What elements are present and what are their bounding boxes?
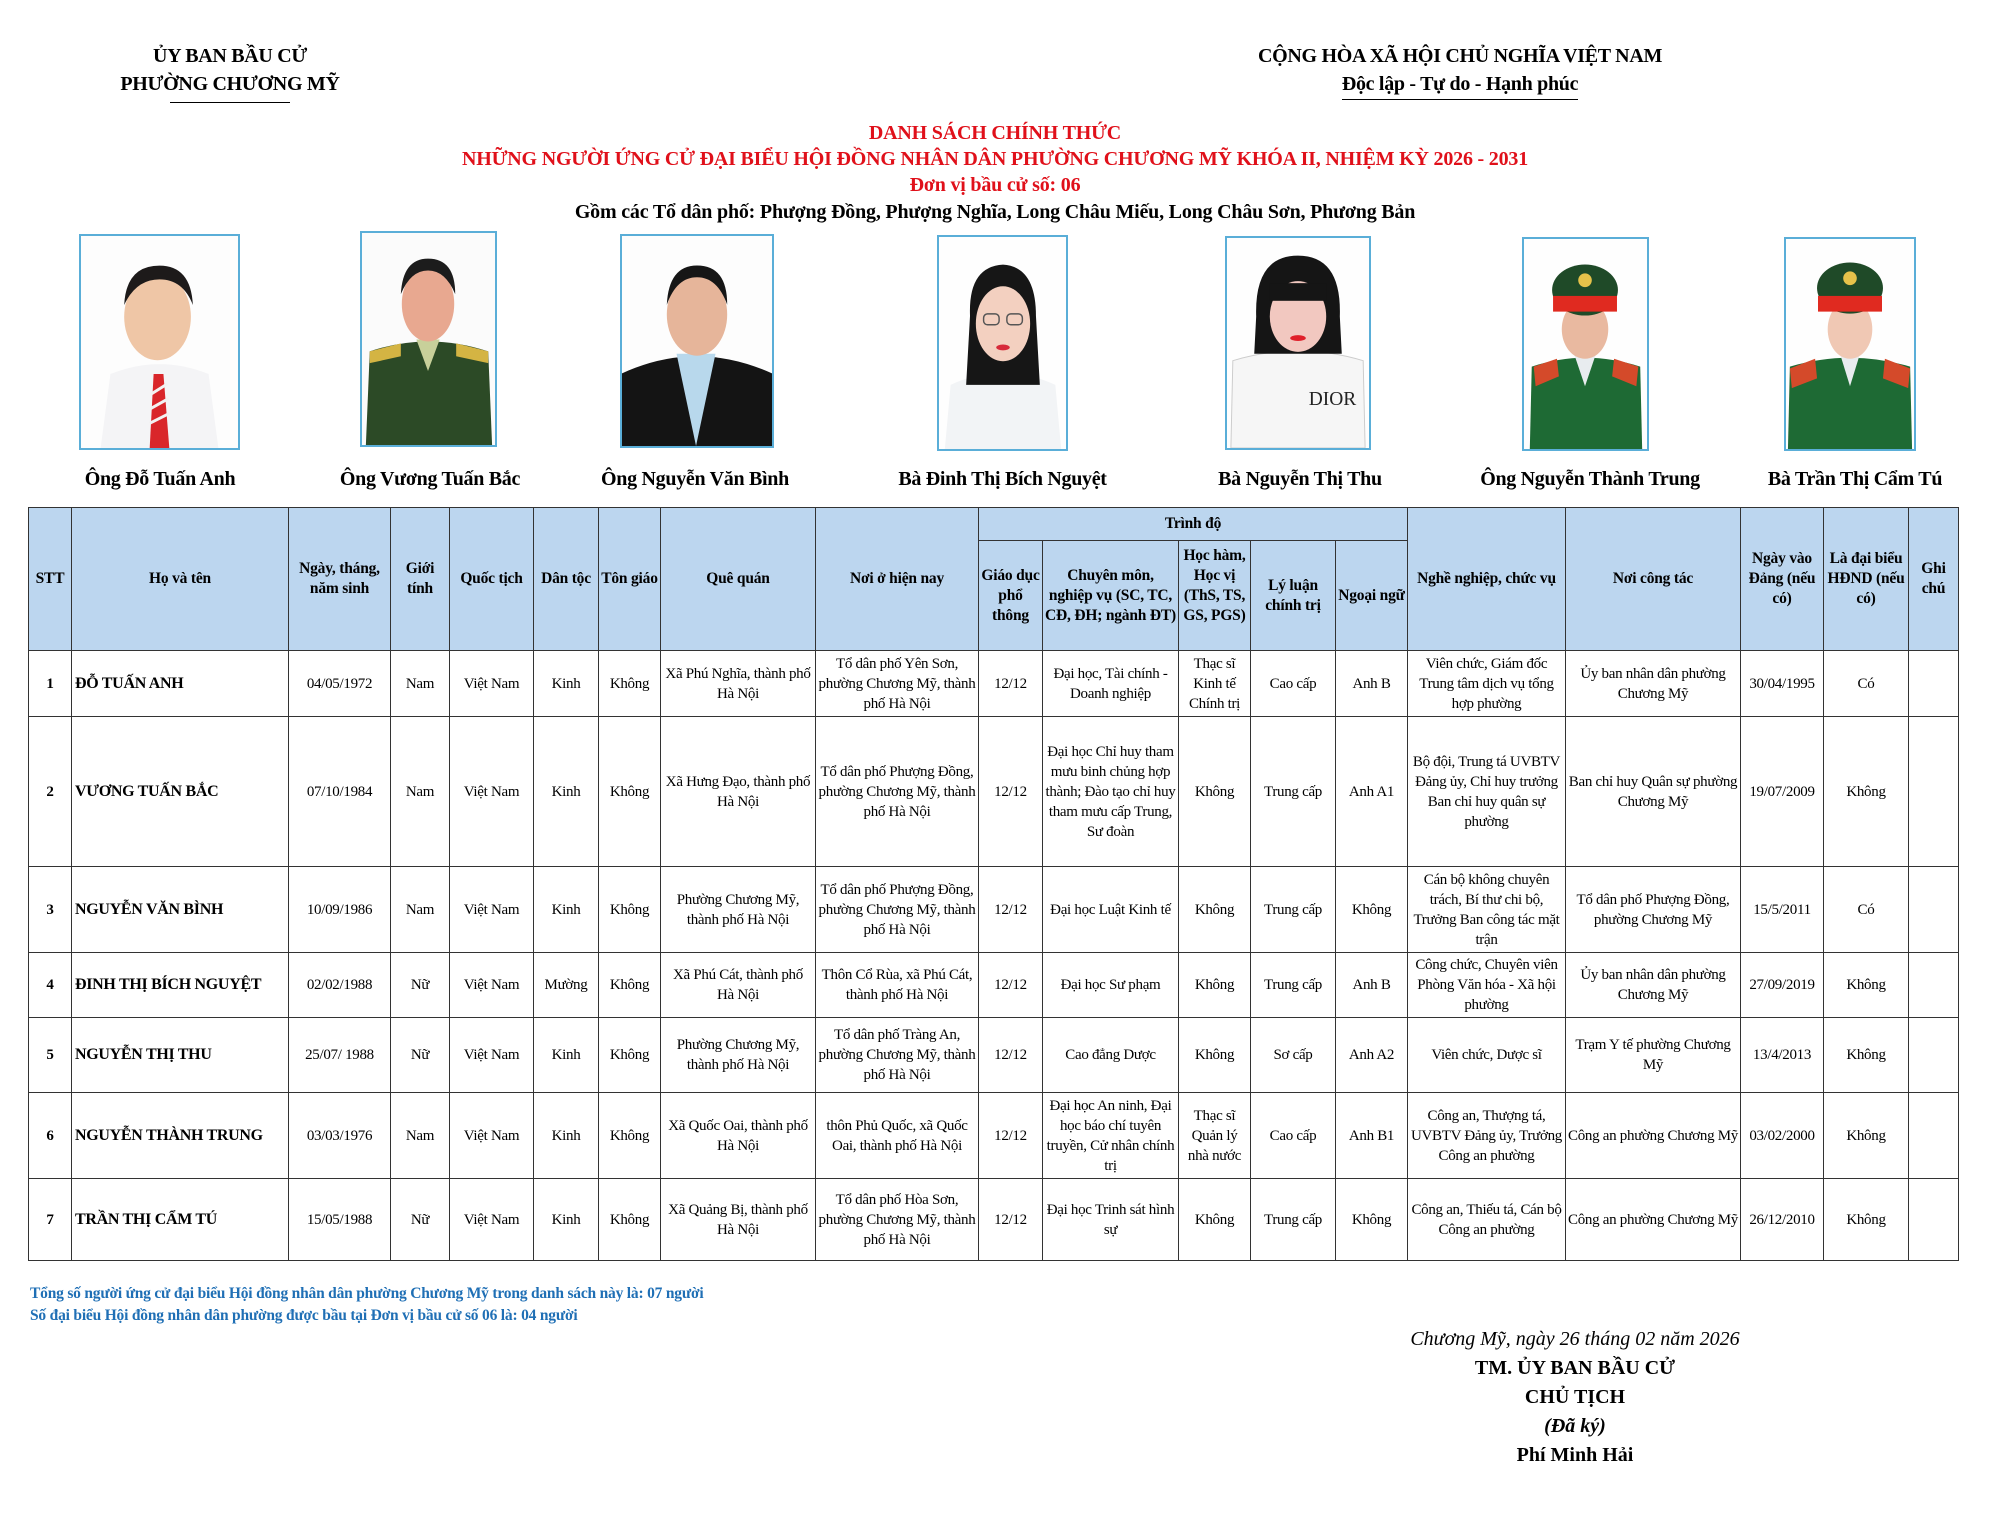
candidate-photo-5	[1225, 236, 1371, 450]
cell-occupation: Viên chức, Giám đốc Trung tâm dịch vụ tổng hợp phường	[1408, 651, 1566, 717]
cell-religion: Không	[599, 867, 661, 953]
cell-religion: Không	[599, 1093, 661, 1179]
cell-general-education: 12/12	[979, 717, 1043, 867]
cell-council-member: Không	[1824, 953, 1909, 1018]
cell-specialty: Đại học Luật Kinh tế	[1043, 867, 1179, 953]
cell-foreign-language: Anh B	[1336, 651, 1408, 717]
cell-notes	[1909, 717, 1959, 867]
cell-specialty: Đại học An ninh, Đại học báo chí tuyên truyền, Cử nhân chính trị	[1043, 1093, 1179, 1179]
candidate-caption-6: Ông Nguyễn Thành Trung	[1480, 468, 1700, 490]
col-header-notes: Ghi chú	[1909, 508, 1959, 651]
signature-on-behalf: TM. ỦY BAN BẦU CỬ	[1474, 1357, 1676, 1379]
cell-council-member: Có	[1824, 651, 1909, 717]
cell-residence: Tổ dân phố Yên Sơn, phường Chương Mỹ, thành phố Hà Nội	[816, 651, 979, 717]
candidate-photo-1	[79, 234, 240, 450]
cell-specialty: Cao đẳng Dược	[1043, 1018, 1179, 1093]
cell-ethnicity: Kinh	[534, 1018, 599, 1093]
cell-foreign-language: Anh A1	[1336, 717, 1408, 867]
cell-dob: 02/02/1988	[289, 953, 391, 1018]
cell-ethnicity: Kinh	[534, 717, 599, 867]
cell-dob: 07/10/1984	[289, 717, 391, 867]
cell-council-member: Không	[1824, 1018, 1909, 1093]
col-header-workplace: Nơi công tác	[1566, 508, 1741, 651]
cell-stt: 2	[29, 717, 72, 867]
col-header-hometown: Quê quán	[661, 508, 816, 651]
cell-nationality: Việt Nam	[450, 867, 534, 953]
cell-academic-degree: Thạc sĩ Quản lý nhà nước	[1179, 1093, 1251, 1179]
cell-general-education: 12/12	[979, 867, 1043, 953]
cell-nationality: Việt Nam	[450, 1093, 534, 1179]
cell-hometown: Xã Phú Cát, thành phố Hà Nội	[661, 953, 816, 1018]
table-row	[29, 1018, 1959, 1093]
cell-workplace: Ủy ban nhân dân phường Chương Mỹ	[1566, 651, 1741, 717]
cell-party-date: 13/4/2013	[1741, 1018, 1824, 1093]
cell-stt: 1	[29, 651, 72, 717]
cell-nationality: Việt Nam	[450, 953, 534, 1018]
cell-hometown: Xã Phú Nghĩa, thành phố Hà Nội	[661, 651, 816, 717]
cell-general-education: 12/12	[979, 953, 1043, 1018]
col-header-gender: Giới tính	[391, 508, 450, 651]
cell-workplace: Ủy ban nhân dân phường Chương Mỹ	[1566, 953, 1741, 1018]
cell-religion: Không	[599, 1179, 661, 1261]
cell-academic-degree: Không	[1179, 867, 1251, 953]
cell-council-member: Không	[1824, 717, 1909, 867]
col-header-name: Họ và tên	[72, 508, 289, 651]
candidate-photo-3	[620, 234, 774, 448]
title-line-1: DANH SÁCH CHÍNH THỨC	[868, 122, 1122, 144]
cell-residence: Tổ dân phố Phượng Đồng, phường Chương Mỹ, thành phố Hà Nội	[816, 717, 979, 867]
cell-ethnicity: Kinh	[534, 651, 599, 717]
cell-workplace: Ban chỉ huy Quân sự phường Chương Mỹ	[1566, 717, 1741, 867]
cell-foreign-language: Không	[1336, 1179, 1408, 1261]
cell-residence: Tổ dân phố Phượng Đồng, phường Chương Mỹ, thành phố Hà Nội	[816, 867, 979, 953]
national-title: CỘNG HÒA XÃ HỘI CHỦ NGHĨA VIỆT NAM	[1257, 45, 1663, 67]
cell-stt: 7	[29, 1179, 72, 1261]
col-header-general-education: Giáo dục phổ thông	[979, 541, 1043, 651]
signature-block	[1350, 1325, 1800, 1470]
cell-occupation: Công an, Thượng tá, UVBTV Đảng ủy, Trưởng Công an phường	[1408, 1093, 1566, 1179]
candidate-photo-4	[937, 235, 1068, 451]
cell-council-member: Không	[1824, 1093, 1909, 1179]
cell-dob: 15/05/1988	[289, 1179, 391, 1261]
cell-foreign-language: Anh B1	[1336, 1093, 1408, 1179]
cell-ethnicity: Kinh	[534, 1179, 599, 1261]
candidate-caption-5: Bà Nguyễn Thị Thu	[1218, 468, 1382, 490]
cell-gender: Nam	[391, 1093, 450, 1179]
cell-academic-degree: Không	[1179, 1018, 1251, 1093]
cell-ethnicity: Kinh	[534, 1093, 599, 1179]
cell-name: TRẦN THỊ CẨM TÚ	[72, 1179, 289, 1261]
cell-gender: Nam	[391, 717, 450, 867]
cell-notes	[1909, 953, 1959, 1018]
cell-occupation: Công chức, Chuyên viên Phòng Văn hóa - Xã hội phường	[1408, 953, 1566, 1018]
table-row	[29, 953, 1959, 1018]
cell-nationality: Việt Nam	[450, 717, 534, 867]
cell-name: NGUYỄN THÀNH TRUNG	[72, 1093, 289, 1179]
cell-council-member: Không	[1824, 1179, 1909, 1261]
cell-notes	[1909, 1018, 1959, 1093]
cell-political-theory: Cao cấp	[1251, 1093, 1336, 1179]
col-header-education-group: Trình độ	[979, 508, 1408, 541]
signature-place-date: Chương Mỹ, ngày 26 tháng 02 năm 2026	[1410, 1328, 1740, 1350]
cell-ethnicity: Kinh	[534, 867, 599, 953]
cell-name: VƯƠNG TUẤN BẮC	[72, 717, 289, 867]
signature-title: CHỦ TỊCH	[1524, 1386, 1626, 1408]
cell-political-theory: Trung cấp	[1251, 867, 1336, 953]
cell-specialty: Đại học, Tài chính - Doanh nghiệp	[1043, 651, 1179, 717]
national-header	[1180, 42, 1740, 100]
cell-notes	[1909, 651, 1959, 717]
cell-residence: thôn Phủ Quốc, xã Quốc Oai, thành phố Hà Nội	[816, 1093, 979, 1179]
cell-specialty: Đại học Chỉ huy tham mưu binh chủng hợp thành; Đào tạo chỉ huy tham mưu cấp Trung, Sư đoàn	[1043, 717, 1179, 867]
cell-foreign-language: Anh B	[1336, 953, 1408, 1018]
cell-political-theory: Trung cấp	[1251, 953, 1336, 1018]
col-header-residence: Nơi ở hiện nay	[816, 508, 979, 651]
issuer-line-1: ỦY BAN BẦU CỬ	[152, 45, 308, 67]
cell-hometown: Phường Chương Mỹ, thành phố Hà Nội	[661, 867, 816, 953]
cell-political-theory: Trung cấp	[1251, 717, 1336, 867]
cell-hometown: Xã Hưng Đạo, thành phố Hà Nội	[661, 717, 816, 867]
cell-general-education: 12/12	[979, 1018, 1043, 1093]
cell-stt: 3	[29, 867, 72, 953]
summary-seats: Số đại biểu Hội đồng nhân dân phường được bầu tại Đơn vị bầu cử số 06 là: 04 người	[30, 1307, 578, 1324]
cell-gender: Nam	[391, 651, 450, 717]
cell-gender: Nữ	[391, 1179, 450, 1261]
cell-general-education: 12/12	[979, 1179, 1043, 1261]
cell-academic-degree: Không	[1179, 1179, 1251, 1261]
col-header-stt: STT	[29, 508, 72, 651]
summary-notes	[30, 1283, 703, 1327]
title-line-4: Gồm các Tổ dân phố: Phượng Đồng, Phượng Nghĩa, Long Châu Miếu, Long Châu Sơn, Phương Bản	[574, 201, 1416, 223]
cell-religion: Không	[599, 717, 661, 867]
candidates-table	[28, 507, 1959, 1261]
cell-stt: 6	[29, 1093, 72, 1179]
title-line-3: Đơn vị bầu cử số: 06	[909, 174, 1081, 196]
cell-workplace: Tổ dân phố Phượng Đồng, phường Chương Mỹ	[1566, 867, 1741, 953]
cell-foreign-language: Không	[1336, 867, 1408, 953]
cell-workplace: Công an phường Chương Mỹ	[1566, 1179, 1741, 1261]
candidate-photo-7	[1784, 237, 1916, 451]
cell-name: NGUYỄN VĂN BÌNH	[72, 867, 289, 953]
table-row	[29, 1093, 1959, 1179]
cell-dob: 04/05/1972	[289, 651, 391, 717]
cell-occupation: Công an, Thiếu tá, Cán bộ Công an phường	[1408, 1179, 1566, 1261]
cell-name: ĐỖ TUẤN ANH	[72, 651, 289, 717]
cell-hometown: Xã Quốc Oai, thành phố Hà Nội	[661, 1093, 816, 1179]
table-row	[29, 651, 1959, 717]
cell-dob: 25/07/ 1988	[289, 1018, 391, 1093]
cell-gender: Nữ	[391, 953, 450, 1018]
table-row	[29, 1179, 1959, 1261]
col-header-foreign-language: Ngoại ngữ	[1336, 541, 1408, 651]
cell-notes	[1909, 867, 1959, 953]
candidate-photo-6	[1522, 237, 1649, 451]
cell-nationality: Việt Nam	[450, 1179, 534, 1261]
signatory-name: Phí Minh Hải	[1516, 1444, 1634, 1466]
col-header-specialty: Chuyên môn, nghiệp vụ (SC, TC, CĐ, ĐH; ngành ĐT)	[1043, 541, 1179, 651]
summary-total-candidates: Tổng số người ứng cử đại biểu Hội đồng nhân dân phường Chương Mỹ trong danh sách này là: 07 người	[30, 1285, 704, 1302]
cell-council-member: Có	[1824, 867, 1909, 953]
cell-general-education: 12/12	[979, 651, 1043, 717]
cell-occupation: Viên chức, Dược sĩ	[1408, 1018, 1566, 1093]
cell-workplace: Công an phường Chương Mỹ	[1566, 1093, 1741, 1179]
cell-party-date: 27/09/2019	[1741, 953, 1824, 1018]
cell-gender: Nữ	[391, 1018, 450, 1093]
candidate-caption-4: Bà Đinh Thị Bích Nguyệt	[898, 468, 1107, 490]
col-header-council-member: Là đại biểu HĐND (nếu có)	[1824, 508, 1909, 651]
candidate-caption-1: Ông Đỗ Tuấn Anh	[84, 468, 236, 490]
cell-party-date: 19/07/2009	[1741, 717, 1824, 867]
title-line-2: NHỮNG NGƯỜI ỨNG CỬ ĐẠI BIỂU HỘI ĐỒNG NHÂN DÂN PHƯỜNG CHƯƠNG MỸ KHÓA II, NHIỆM KỲ 2026 - 2031	[461, 148, 1529, 170]
col-header-nationality: Quốc tịch	[450, 508, 534, 651]
cell-religion: Không	[599, 953, 661, 1018]
issuer-underline	[170, 102, 290, 103]
cell-name: ĐINH THỊ BÍCH NGUYỆT	[72, 953, 289, 1018]
col-header-dob: Ngày, tháng, năm sinh	[289, 508, 391, 651]
signature-signed-note: (Đã ký)	[1544, 1415, 1606, 1437]
cell-dob: 10/09/1986	[289, 867, 391, 953]
cell-hometown: Xã Quảng Bị, thành phố Hà Nội	[661, 1179, 816, 1261]
cell-dob: 03/03/1976	[289, 1093, 391, 1179]
cell-residence: Tổ dân phố Tràng An, phường Chương Mỹ, thành phố Hà Nội	[816, 1018, 979, 1093]
cell-workplace: Trạm Y tế phường Chương Mỹ	[1566, 1018, 1741, 1093]
col-header-party-date: Ngày vào Đảng (nếu có)	[1741, 508, 1824, 651]
cell-stt: 5	[29, 1018, 72, 1093]
cell-party-date: 15/5/2011	[1741, 867, 1824, 953]
cell-political-theory: Trung cấp	[1251, 1179, 1336, 1261]
cell-foreign-language: Anh A2	[1336, 1018, 1408, 1093]
national-motto: Độc lập - Tự do - Hạnh phúc	[1342, 70, 1578, 100]
candidate-caption-3: Ông Nguyễn Văn Bình	[601, 468, 789, 490]
cell-party-date: 03/02/2000	[1741, 1093, 1824, 1179]
col-header-occupation: Nghề nghiệp, chức vụ	[1408, 508, 1566, 651]
cell-specialty: Đại học Trinh sát hình sự	[1043, 1179, 1179, 1261]
cell-political-theory: Sơ cấp	[1251, 1018, 1336, 1093]
cell-gender: Nam	[391, 867, 450, 953]
cell-general-education: 12/12	[979, 1093, 1043, 1179]
cell-residence: Thôn Cổ Rùa, xã Phú Cát, thành phố Hà Nội	[816, 953, 979, 1018]
cell-party-date: 26/12/2010	[1741, 1179, 1824, 1261]
cell-notes	[1909, 1179, 1959, 1261]
candidate-caption-7: Bà Trần Thị Cẩm Tú	[1767, 468, 1943, 490]
cell-ethnicity: Mường	[534, 953, 599, 1018]
col-header-political-theory: Lý luận chính trị	[1251, 541, 1336, 651]
cell-stt: 4	[29, 953, 72, 1018]
svg-text:DIOR: DIOR	[1308, 388, 1357, 410]
cell-occupation: Bộ đội, Trung tá UVBTV Đảng ủy, Chỉ huy trưởng Ban chỉ huy quân sự phường	[1408, 717, 1566, 867]
cell-hometown: Phường Chương Mỹ, thành phố Hà Nội	[661, 1018, 816, 1093]
cell-nationality: Việt Nam	[450, 651, 534, 717]
cell-nationality: Việt Nam	[450, 1018, 534, 1093]
document-title	[0, 120, 1990, 226]
cell-name: NGUYỄN THỊ THU	[72, 1018, 289, 1093]
cell-notes	[1909, 1093, 1959, 1179]
cell-academic-degree: Thạc sĩ Kinh tế Chính trị	[1179, 651, 1251, 717]
cell-occupation: Cán bộ không chuyên trách, Bí thư chi bộ, Trưởng Ban công tác mặt trận	[1408, 867, 1566, 953]
cell-religion: Không	[599, 1018, 661, 1093]
table-row	[29, 717, 1959, 867]
candidate-photo-2	[360, 231, 497, 447]
cell-political-theory: Cao cấp	[1251, 651, 1336, 717]
cell-academic-degree: Không	[1179, 717, 1251, 867]
col-header-religion: Tôn giáo	[599, 508, 661, 651]
cell-specialty: Đại học Sư phạm	[1043, 953, 1179, 1018]
issuer-line-2: PHƯỜNG CHƯƠNG MỸ	[120, 73, 340, 95]
cell-residence: Tổ dân phố Hòa Sơn, phường Chương Mỹ, thành phố Hà Nội	[816, 1179, 979, 1261]
col-header-academic-degree: Học hàm, Học vị (ThS, TS, GS, PGS)	[1179, 541, 1251, 651]
col-header-ethnicity: Dân tộc	[534, 508, 599, 651]
cell-academic-degree: Không	[1179, 953, 1251, 1018]
cell-religion: Không	[599, 651, 661, 717]
cell-party-date: 30/04/1995	[1741, 651, 1824, 717]
table-row	[29, 867, 1959, 953]
candidate-caption-2: Ông Vương Tuấn Bắc	[339, 468, 521, 490]
issuer-header	[90, 42, 370, 103]
